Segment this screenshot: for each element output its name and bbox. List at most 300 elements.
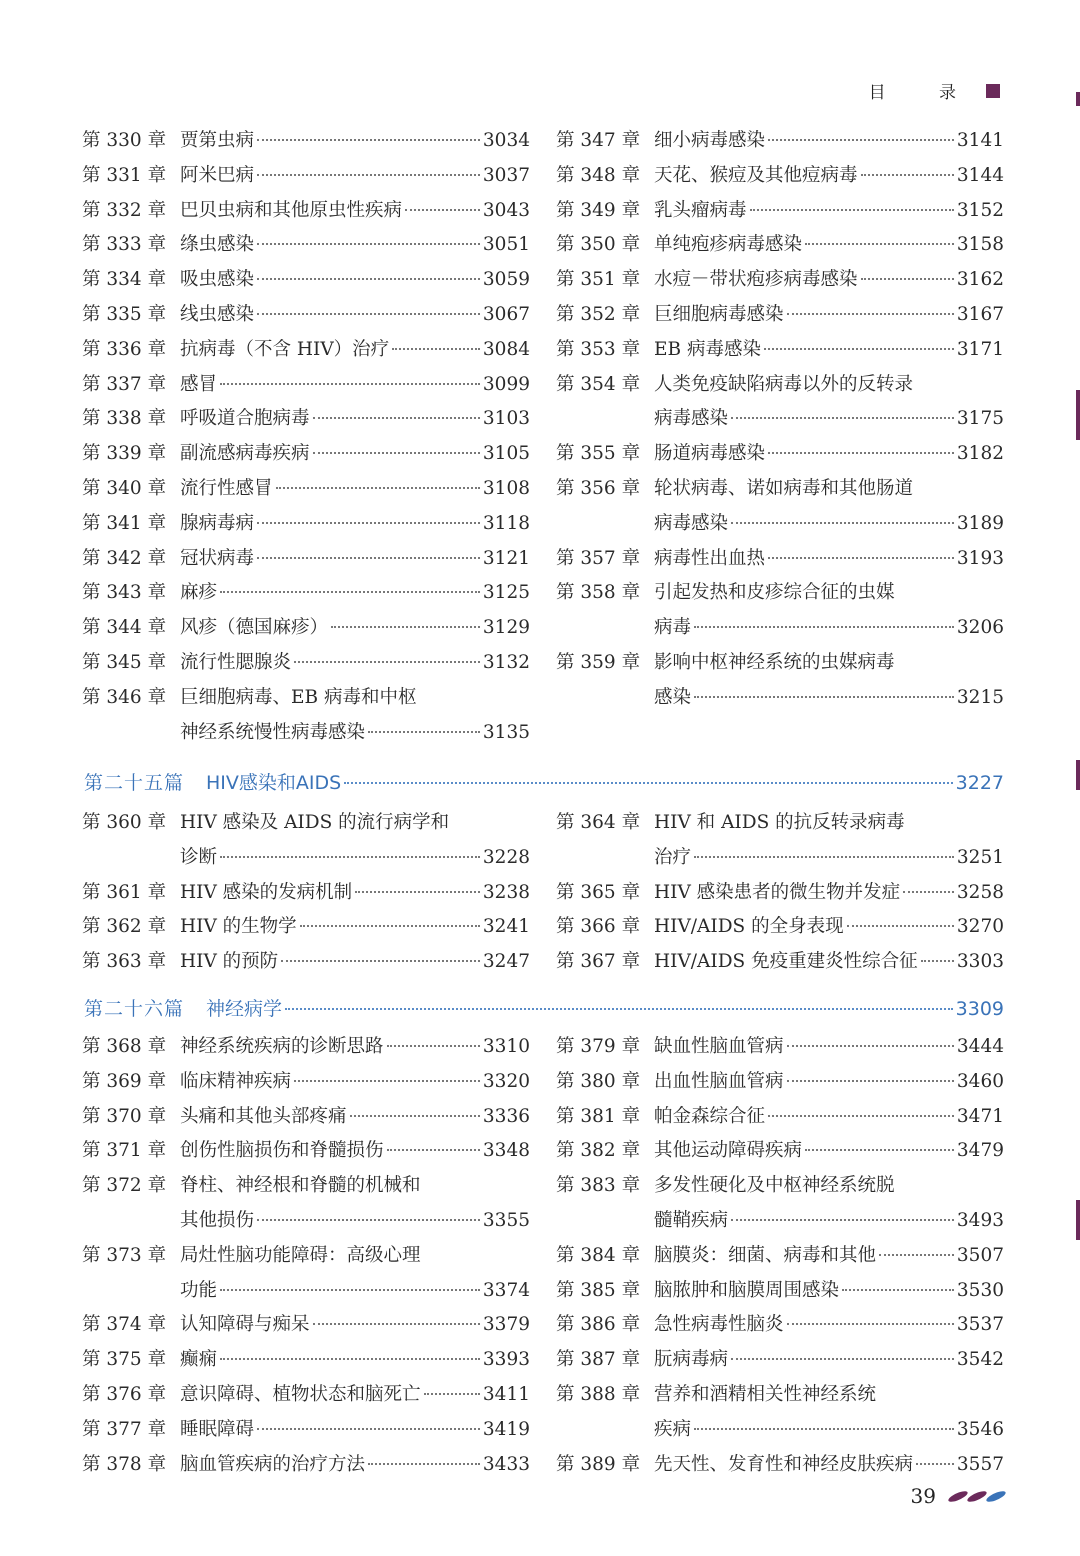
toc-entry[interactable] — [82, 1169, 530, 1239]
chapter-title: 引起发热和皮疹综合征的虫媒 — [654, 582, 895, 604]
chapter-number: 第 369 章 — [82, 1070, 167, 1092]
dot-leader — [368, 731, 480, 733]
chapter-number: 第 381 章 — [556, 1105, 641, 1127]
dot-leader — [847, 925, 954, 927]
chapter-title: 病毒性出血热 — [654, 547, 766, 569]
edge-tab-mark — [1076, 1200, 1080, 1240]
dot-leader — [220, 383, 480, 385]
toc-entry[interactable] — [556, 263, 1004, 298]
chapter-title: 诊断 — [180, 846, 218, 868]
dot-leader — [731, 417, 954, 419]
toc-entry[interactable] — [82, 542, 530, 577]
chapter-page-number: 3320 — [482, 1070, 530, 1092]
chapter-number: 第 363 章 — [82, 951, 167, 973]
chapter-page-number: 3493 — [956, 1209, 1004, 1231]
dot-leader — [787, 1080, 954, 1082]
chapter-page-number: 3355 — [482, 1209, 530, 1231]
dot-leader — [731, 522, 954, 524]
toc-entry[interactable] — [556, 1065, 1004, 1100]
chapter-title: 巨细胞病毒感染 — [654, 303, 784, 325]
chapter-number: 第 380 章 — [556, 1070, 641, 1092]
running-header — [869, 78, 1000, 103]
mark-2 — [966, 1489, 987, 1504]
chapter-page-number: 3310 — [482, 1036, 530, 1057]
dot-leader — [768, 557, 954, 559]
chapter-title: 麻疹 — [180, 582, 218, 604]
toc-entry[interactable] — [82, 124, 530, 159]
part-title: 神经病学 — [206, 998, 283, 1020]
chapter-number: 第 360 章 — [82, 812, 167, 833]
chapter-title: 贾第虫病 — [180, 130, 255, 151]
chapter-page-number: 3557 — [956, 1453, 1004, 1475]
dot-leader — [257, 1428, 480, 1430]
toc-entry[interactable] — [82, 576, 530, 611]
chapter-page-number: 3167 — [956, 303, 1004, 325]
toc-entry[interactable] — [556, 1378, 1004, 1448]
toc-entry[interactable] — [82, 159, 530, 194]
dot-leader — [368, 1463, 480, 1465]
toc-entry[interactable] — [556, 1308, 1004, 1343]
chapter-page-number: 3546 — [956, 1418, 1004, 1440]
header-title: 目 录 — [868, 83, 980, 103]
toc-entry[interactable] — [556, 1239, 1004, 1274]
chapter-page-number: 3433 — [482, 1453, 530, 1475]
chapter-number: 第 352 章 — [556, 303, 641, 325]
toc-entry[interactable] — [82, 1378, 530, 1413]
chapter-number: 第 372 章 — [82, 1175, 167, 1197]
chapter-title: 巴贝虫病和其他原虫性疾病 — [180, 199, 403, 221]
dot-leader — [220, 1358, 480, 1360]
toc-section-hiv — [82, 806, 1004, 980]
chapter-title: HIV/AIDS 的全身表现 — [654, 916, 844, 938]
dot-leader — [768, 1115, 954, 1117]
toc-entry[interactable] — [82, 1239, 530, 1309]
chapter-page-number: 3206 — [956, 617, 1004, 639]
chapter-title: HIV 感染的发病机制 — [180, 881, 353, 903]
chapter-page-number: 3419 — [482, 1418, 530, 1440]
dot-leader — [787, 1045, 954, 1047]
chapter-page-number: 3537 — [956, 1314, 1004, 1336]
toc-entry[interactable] — [556, 368, 1004, 438]
toc-entry[interactable] — [82, 611, 530, 646]
chapter-title: 癫痫 — [180, 1349, 218, 1371]
chapter-number: 第 346 章 — [82, 686, 167, 708]
chapter-title: 抗病毒（不含 HIV）治疗 — [180, 338, 390, 360]
chapter-title: 流行性感冒 — [180, 477, 273, 499]
chapter-page-number: 3162 — [956, 269, 1004, 291]
chapter-page-number: 3393 — [482, 1349, 530, 1371]
chapter-page-number: 3241 — [482, 916, 530, 938]
dot-leader — [285, 1008, 953, 1010]
chapter-title: 创伤性脑损伤和脊髓损伤 — [180, 1140, 384, 1162]
chapter-number: 第 387 章 — [556, 1349, 641, 1371]
toc-entry[interactable] — [82, 507, 530, 542]
dot-leader — [257, 313, 480, 315]
toc-entry[interactable] — [82, 1448, 530, 1483]
dot-leader — [861, 278, 954, 280]
toc-entry[interactable] — [82, 333, 530, 368]
chapter-number: 第 334 章 — [82, 269, 167, 291]
chapter-title: 流行性腮腺炎 — [180, 651, 292, 673]
toc-entry[interactable] — [82, 1413, 530, 1448]
dot-leader — [842, 1289, 954, 1291]
chapter-number: 第 340 章 — [82, 477, 167, 499]
chapter-title: 睡眠障碍 — [180, 1418, 255, 1440]
chapter-title: 朊病毒病 — [654, 1349, 729, 1371]
toc-entry[interactable] — [556, 1448, 1004, 1483]
toc-entry[interactable] — [556, 945, 1004, 980]
chapter-page-number: 3141 — [956, 130, 1004, 151]
dot-leader — [220, 591, 480, 593]
chapter-title: 肠道病毒感染 — [654, 443, 766, 465]
edge-tab-mark — [1076, 760, 1080, 790]
part-title: HIV感染和AIDS — [206, 772, 342, 794]
toc-entry[interactable] — [82, 472, 530, 507]
dot-leader — [694, 626, 954, 628]
dot-leader — [257, 1219, 480, 1221]
part-label: 第二十五篇 — [84, 772, 185, 794]
chapter-title: 阿米巴病 — [180, 164, 255, 186]
chapter-page-number: 3460 — [956, 1070, 1004, 1092]
chapter-title: 感染 — [654, 686, 692, 708]
chapter-page-number: 3037 — [482, 164, 530, 186]
toc-entry[interactable] — [82, 402, 530, 437]
chapter-number: 第 351 章 — [556, 269, 641, 291]
dot-leader — [313, 417, 480, 419]
toc-entry[interactable] — [556, 542, 1004, 577]
chapter-page-number: 3348 — [482, 1140, 530, 1162]
chapter-page-number: 3144 — [956, 164, 1004, 186]
dot-leader — [257, 243, 480, 245]
chapter-title: 髓鞘疾病 — [654, 1209, 729, 1231]
toc-entry[interactable] — [82, 1030, 530, 1065]
chapter-number: 第 341 章 — [82, 512, 167, 534]
chapter-title: 功能 — [180, 1279, 218, 1301]
dot-leader — [731, 1219, 954, 1221]
toc-entry[interactable] — [82, 437, 530, 472]
chapter-title: 认知障碍与痴呆 — [180, 1314, 310, 1336]
chapter-title: 缺血性脑血管病 — [654, 1036, 784, 1057]
toc-entry[interactable] — [556, 333, 1004, 368]
dot-leader — [313, 452, 480, 454]
dot-leader — [300, 925, 480, 927]
toc-entry[interactable] — [556, 124, 1004, 159]
chapter-page-number: 3479 — [956, 1140, 1004, 1162]
part-heading-25[interactable] — [84, 768, 1004, 795]
chapter-page-number: 3059 — [482, 269, 530, 291]
toc-entry[interactable] — [556, 576, 1004, 646]
chapter-number: 第 348 章 — [556, 164, 641, 186]
chapter-title: 病毒 — [654, 617, 692, 639]
toc-entry[interactable] — [556, 1100, 1004, 1135]
dot-leader — [731, 1358, 954, 1360]
chapter-number: 第 330 章 — [82, 130, 167, 151]
dot-leader — [694, 856, 954, 858]
chapter-title: 轮状病毒、诺如病毒和其他肠道 — [654, 477, 914, 499]
chapter-title: EB 病毒感染 — [654, 338, 761, 360]
chapter-title: 出血性脑血管病 — [654, 1070, 784, 1092]
toc-entry[interactable] — [556, 1169, 1004, 1239]
chapter-title: HIV 和 AIDS 的抗反转录病毒 — [654, 812, 905, 833]
chapter-page-number: 3175 — [956, 408, 1004, 430]
chapter-title: 头痛和其他头部疼痛 — [180, 1105, 347, 1127]
toc-entry[interactable] — [82, 910, 530, 945]
mark-1 — [947, 1489, 968, 1504]
toc-entry[interactable] — [82, 228, 530, 263]
dot-leader — [344, 782, 952, 784]
chapter-page-number: 3238 — [482, 881, 530, 903]
chapter-page-number: 3411 — [482, 1383, 530, 1405]
chapter-number: 第 331 章 — [82, 164, 167, 186]
dot-leader — [787, 313, 954, 315]
chapter-title: 疾病 — [654, 1418, 692, 1440]
chapter-number: 第 377 章 — [82, 1418, 167, 1440]
chapter-page-number: 3444 — [956, 1036, 1004, 1057]
chapter-page-number: 3228 — [482, 846, 530, 868]
dot-leader — [257, 139, 480, 141]
chapter-page-number: 3103 — [482, 408, 530, 430]
chapter-page-number: 3270 — [956, 916, 1004, 938]
toc-entry[interactable] — [556, 1134, 1004, 1169]
chapter-page-number: 3189 — [956, 512, 1004, 534]
chapter-page-number: 3132 — [482, 651, 530, 673]
toc-column-right — [556, 124, 1004, 750]
chapter-title: HIV 感染及 AIDS 的流行病学和 — [180, 812, 450, 833]
chapter-title: 脑脓肿和脑膜周围感染 — [654, 1279, 840, 1301]
toc-entry[interactable] — [556, 910, 1004, 945]
chapter-title: HIV/AIDS 免疫重建炎性综合征 — [654, 951, 918, 973]
chapter-number: 第 359 章 — [556, 651, 641, 673]
toc-entry[interactable] — [82, 681, 530, 751]
chapter-page-number: 3108 — [482, 477, 530, 499]
chapter-page-number: 3129 — [482, 617, 530, 639]
toc-entry[interactable] — [556, 159, 1004, 194]
dot-leader — [694, 696, 954, 698]
chapter-title: 临床精神疾病 — [180, 1070, 292, 1092]
part-page-number: 3309 — [955, 998, 1004, 1020]
dot-leader — [220, 1289, 480, 1291]
chapter-page-number: 3118 — [482, 512, 530, 534]
chapter-title: 多发性硬化及中枢神经系统脱 — [654, 1175, 895, 1197]
dot-leader — [276, 487, 480, 489]
chapter-number: 第 337 章 — [82, 373, 167, 395]
chapter-number: 第 355 章 — [556, 443, 641, 465]
toc-section-parasitic-viral — [82, 124, 1004, 750]
toc-column-right — [556, 806, 1004, 980]
toc-entry[interactable] — [556, 806, 1004, 876]
chapter-number: 第 344 章 — [82, 617, 167, 639]
toc-entry[interactable] — [556, 876, 1004, 911]
chapter-number: 第 370 章 — [82, 1105, 167, 1127]
dot-leader — [257, 278, 480, 280]
toc-entry[interactable] — [82, 876, 530, 911]
chapter-number: 第 339 章 — [82, 443, 167, 465]
toc-entry[interactable] — [82, 368, 530, 403]
chapter-number: 第 376 章 — [82, 1383, 167, 1405]
dot-leader — [764, 348, 954, 350]
chapter-number: 第 374 章 — [82, 1314, 167, 1336]
chapter-page-number: 3135 — [482, 721, 530, 743]
chapter-title: HIV 感染患者的微生物并发症 — [654, 881, 901, 903]
toc-column-right — [556, 1030, 1004, 1482]
header-square-icon — [986, 84, 1000, 98]
chapter-number: 第 361 章 — [82, 881, 167, 903]
dot-leader — [405, 209, 480, 211]
chapter-page-number: 3152 — [956, 199, 1004, 221]
edge-tab-mark — [1076, 390, 1080, 440]
chapter-page-number: 3099 — [482, 373, 530, 395]
chapter-page-number: 3542 — [956, 1349, 1004, 1371]
page-footer — [911, 1484, 1004, 1508]
chapter-number: 第 356 章 — [556, 477, 641, 499]
chapter-title: 细小病毒感染 — [654, 130, 766, 151]
toc-entry[interactable] — [82, 298, 530, 333]
chapter-page-number: 3043 — [482, 199, 530, 221]
toc-entry[interactable] — [82, 194, 530, 229]
chapter-number: 第 335 章 — [82, 303, 167, 325]
chapter-number: 第 378 章 — [82, 1453, 167, 1475]
chapter-page-number: 3258 — [956, 881, 1004, 903]
toc-section-neurology — [82, 1030, 1004, 1482]
dot-leader — [350, 1115, 480, 1117]
chapter-title: 感冒 — [180, 373, 218, 395]
chapter-title: 影响中枢神经系统的虫媒病毒 — [654, 651, 895, 673]
dot-leader — [281, 960, 480, 962]
chapter-page-number: 3084 — [482, 338, 530, 360]
chapter-title: 治疗 — [654, 846, 692, 868]
chapter-page-number: 3121 — [482, 547, 530, 569]
chapter-title: 水痘－带状疱疹病毒感染 — [654, 269, 858, 291]
chapter-title: 病毒感染 — [654, 408, 729, 430]
chapter-number: 第 336 章 — [82, 338, 167, 360]
toc-entry[interactable] — [82, 1308, 530, 1343]
dot-leader — [220, 856, 480, 858]
toc-entry[interactable] — [556, 194, 1004, 229]
chapter-number: 第 342 章 — [82, 547, 167, 569]
toc-column-left — [82, 806, 530, 980]
chapter-number: 第 364 章 — [556, 812, 641, 833]
toc-entry[interactable] — [556, 646, 1004, 716]
page-number: 39 — [910, 1484, 936, 1508]
chapter-page-number: 3379 — [482, 1314, 530, 1336]
chapter-title: 巨细胞病毒、EB 病毒和中枢 — [180, 686, 417, 708]
dot-leader — [294, 1080, 480, 1082]
chapter-number: 第 367 章 — [556, 951, 641, 973]
toc-entry[interactable] — [556, 1030, 1004, 1065]
chapter-title: HIV 的预防 — [180, 951, 279, 973]
dot-leader — [879, 1254, 954, 1256]
dot-leader — [294, 661, 480, 663]
chapter-number: 第 349 章 — [556, 199, 641, 221]
chapter-number: 第 354 章 — [556, 373, 641, 395]
chapter-number: 第 365 章 — [556, 881, 641, 903]
decorative-marks-icon — [950, 1492, 1004, 1501]
chapter-title: 其他运动障碍疾病 — [654, 1140, 803, 1162]
chapter-page-number: 3182 — [956, 443, 1004, 465]
chapter-page-number: 3158 — [956, 234, 1004, 256]
toc-entry[interactable] — [82, 806, 530, 876]
dot-leader — [424, 1393, 480, 1395]
chapter-number: 第 368 章 — [82, 1036, 167, 1057]
chapter-title: 腺病毒病 — [180, 512, 255, 534]
dot-leader — [257, 522, 480, 524]
chapter-number: 第 332 章 — [82, 199, 167, 221]
toc-entry[interactable] — [556, 1343, 1004, 1378]
part-heading-26[interactable] — [84, 994, 1004, 1021]
chapter-page-number: 3051 — [482, 234, 530, 256]
chapter-number: 第 362 章 — [82, 916, 167, 938]
chapter-title: 局灶性脑功能障碍：高级心理 — [180, 1244, 421, 1266]
chapter-number: 第 385 章 — [556, 1279, 641, 1301]
chapter-title: 帕金森综合征 — [654, 1105, 766, 1127]
chapter-number: 第 373 章 — [82, 1244, 167, 1266]
dot-leader — [750, 209, 954, 211]
chapter-title: 乳头瘤病毒 — [654, 199, 747, 221]
chapter-number: 第 338 章 — [82, 408, 167, 430]
dot-leader — [694, 1428, 954, 1430]
dot-leader — [392, 348, 480, 350]
toc-entry[interactable] — [82, 646, 530, 681]
chapter-page-number: 3336 — [482, 1105, 530, 1127]
toc-entry[interactable] — [82, 263, 530, 298]
chapter-page-number: 3251 — [956, 846, 1004, 868]
toc-entry[interactable] — [82, 1100, 530, 1135]
toc-entry[interactable] — [82, 1343, 530, 1378]
chapter-title: 单纯疱疹病毒感染 — [654, 234, 803, 256]
chapter-number: 第 345 章 — [82, 651, 167, 673]
toc-entry[interactable] — [556, 1274, 1004, 1309]
chapter-title: 呼吸道合胞病毒 — [180, 408, 310, 430]
dot-leader — [903, 891, 954, 893]
chapter-number: 第 347 章 — [556, 130, 641, 151]
chapter-page-number: 3105 — [482, 443, 530, 465]
chapter-number: 第 357 章 — [556, 547, 641, 569]
toc-entry[interactable] — [82, 945, 530, 980]
toc-entry[interactable] — [556, 437, 1004, 472]
chapter-title: 营养和酒精相关性神经系统 — [654, 1383, 877, 1405]
dot-leader — [768, 452, 954, 454]
toc-column-left — [82, 1030, 530, 1482]
chapter-page-number: 3247 — [482, 951, 530, 973]
toc-entry[interactable] — [556, 472, 1004, 542]
mark-3 — [985, 1489, 1006, 1504]
toc-entry[interactable] — [556, 298, 1004, 333]
toc-entry[interactable] — [82, 1065, 530, 1100]
chapter-title: 意识障碍、植物状态和脑死亡 — [180, 1383, 421, 1405]
chapter-page-number: 3471 — [956, 1105, 1004, 1127]
chapter-page-number: 3530 — [956, 1279, 1004, 1301]
chapter-title: 脊柱、神经根和脊髓的机械和 — [180, 1175, 421, 1197]
chapter-page-number: 3193 — [956, 547, 1004, 569]
chapter-page-number: 3171 — [956, 338, 1004, 360]
dot-leader — [257, 557, 480, 559]
dot-leader — [355, 891, 480, 893]
chapter-number: 第 388 章 — [556, 1383, 641, 1405]
toc-entry[interactable] — [82, 1134, 530, 1169]
dot-leader — [916, 1463, 954, 1465]
chapter-title: 线虫感染 — [180, 303, 255, 325]
chapter-page-number: 3303 — [956, 951, 1004, 973]
chapter-title: 副流感病毒疾病 — [180, 443, 310, 465]
part-page-number: 3227 — [955, 772, 1004, 794]
chapter-title: 其他损伤 — [180, 1209, 255, 1231]
dot-leader — [387, 1045, 480, 1047]
dot-leader — [805, 243, 954, 245]
chapter-page-number: 3067 — [482, 303, 530, 325]
toc-entry[interactable] — [556, 228, 1004, 263]
dot-leader — [805, 1149, 954, 1151]
chapter-title: 急性病毒性脑炎 — [654, 1314, 784, 1336]
